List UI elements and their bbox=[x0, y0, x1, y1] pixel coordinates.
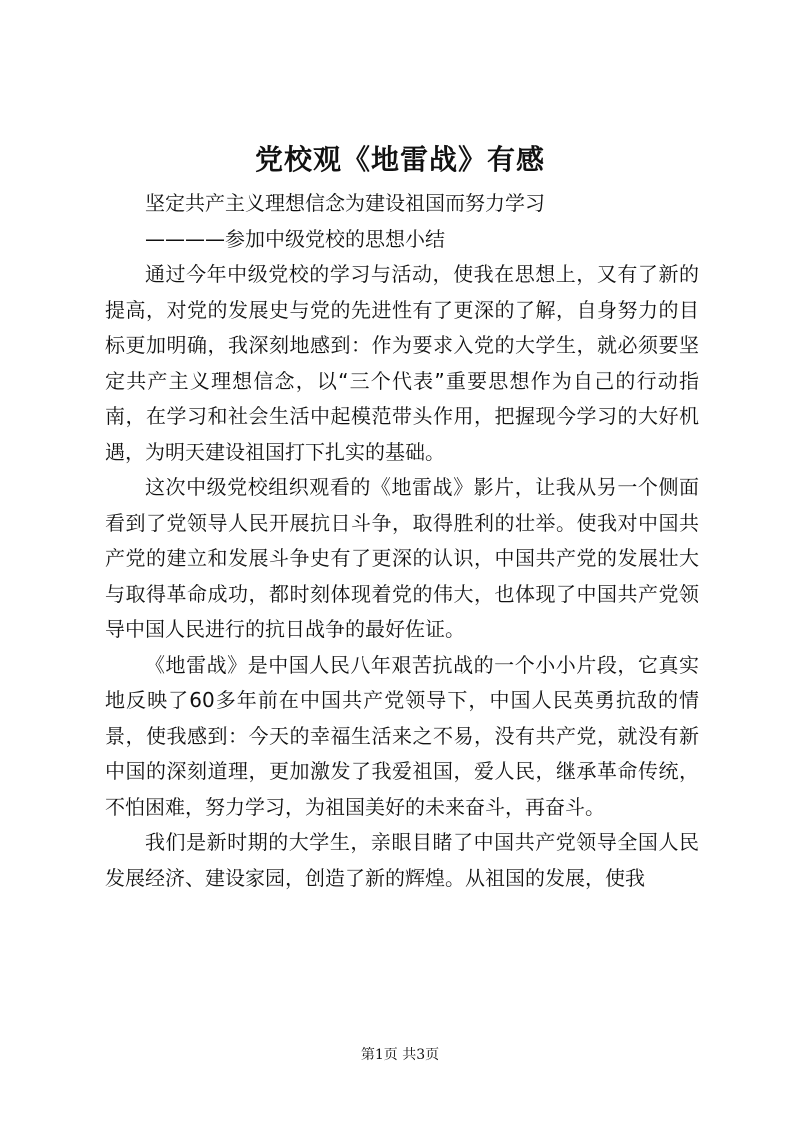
page-title: 党校观《地雷战》有感 bbox=[254, 143, 545, 176]
subtitle-note: ————参加中级党校的思想小结 bbox=[145, 226, 445, 251]
paragraph: 《地雷战》是中国人民八年艰苦抗战的一个小小片段，它真实地反映了60多年前在中国共产党领导下，中国人民英勇抗敌的情景，使我感到：今天的幸福生活来之不易，没有共产党，就没有新中国的深刻道理，更加激发了我爱祖国，爱人民，继承革命传统，不怕困难，努力学习，为祖国美好的未来奋斗，再奋斗。 bbox=[105, 652, 699, 819]
paragraph: 这次中级党校组织观看的《地雷战》影片，让我从另一个侧面看到了党领导人民开展抗日斗争，取得胜利的壮举。使我对中国共产党的建立和发展斗争史有了更深的认识，中国共产党的发展壮大与取得革命成功，都时刻体现着党的伟大，也体现了中国共产党领导中国人民进行的抗日战争的最好佐证。 bbox=[105, 475, 699, 641]
page-footer: 第1页 共3页 bbox=[360, 1047, 440, 1063]
document-body bbox=[105, 186, 699, 896]
paragraph: 我们是新时期的大学生，亲眼目睹了中国共产党领导全国人民发展经济、建设家园，创造了新的辉煌。从祖国的发展，使我 bbox=[105, 830, 699, 890]
subtitle-line: 坚定共产主义理想信念为建设祖国而努力学习 bbox=[145, 191, 545, 215]
paragraph: 通过今年中级党校的学习与活动，使我在思想上，又有了新的提高，对党的发展史与党的先进性有了更深的了解，自身努力的目标更加明确，我深刻地感到：作为要求入党的大学生，就必须要坚定共产主义理想信念，以“三个代表”重要思想作为自己的行动指南，在学习和社会生活中起模范带头作用，把握现今学习的大好机遇，为明天建设祖国打下扎实的基础。 bbox=[105, 262, 699, 464]
